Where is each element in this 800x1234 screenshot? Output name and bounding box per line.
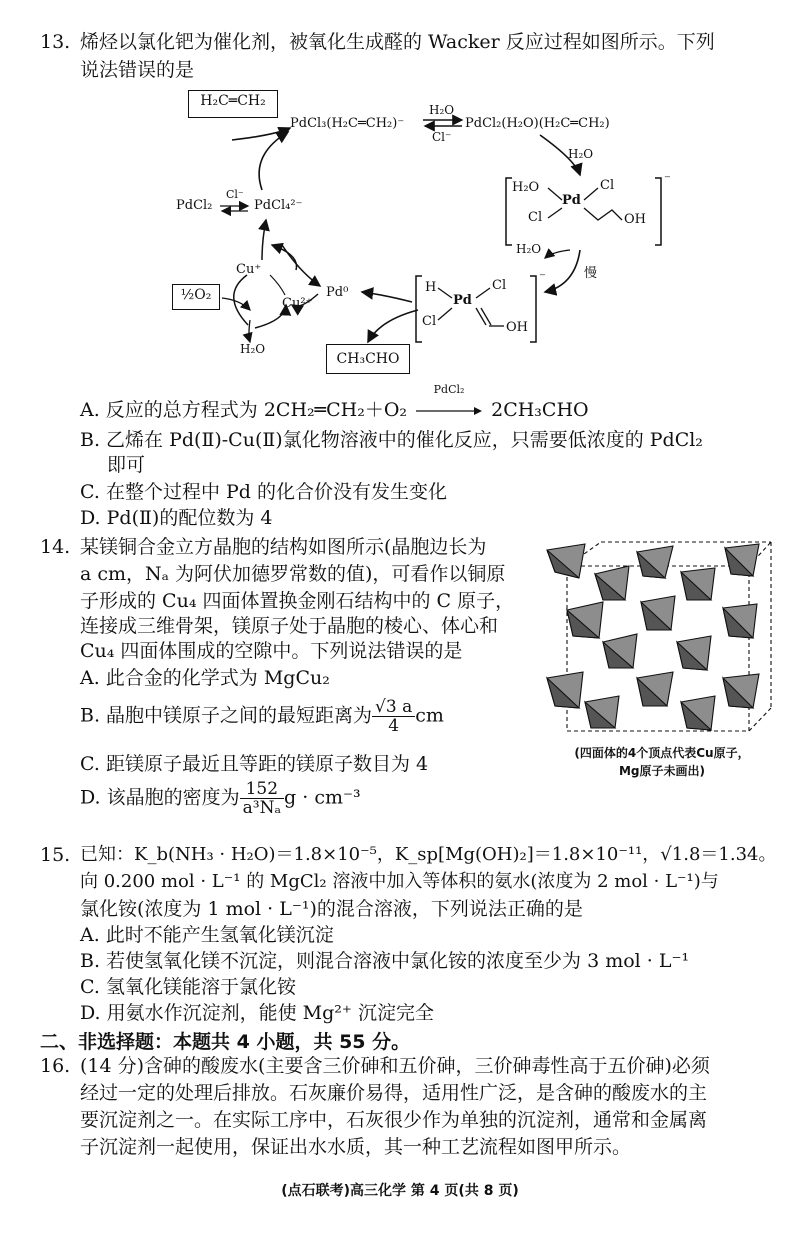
q15-option-c: C. 氢氧化镁能溶于氯化铵 bbox=[80, 976, 296, 998]
q15-option-d: D. 用氨水作沉淀剂，能使 Mg²⁺ 沉淀完全 bbox=[80, 1002, 434, 1024]
q14-option-b-unit: cm bbox=[415, 704, 444, 727]
page-footer: (点石联考)高三化学 第 4 页(共 8 页) bbox=[281, 1183, 519, 1199]
crystal-caption-line1: (四面体的4个顶点代表Cu原子， bbox=[574, 746, 750, 760]
q14-stem-line2: a cm，Nₐ 为阿伏加德罗常数的值)，可看作以铜原 bbox=[80, 563, 506, 585]
pdcl2-label: PdCl₂ bbox=[176, 198, 213, 213]
fraction-numerator: 152 bbox=[240, 780, 284, 799]
q13-option-a-catalyst: PdCl₂ bbox=[433, 383, 465, 396]
q14-option-d-fraction bbox=[240, 780, 284, 817]
q16-line1: (14 分)含砷的酸废水(主要含三价砷和五价砷，三价砷毒性高于五价砷)必须 bbox=[80, 1055, 710, 1077]
q14-number: 14. bbox=[40, 536, 71, 558]
q14-stem-line4: 连接成三维骨架，镁原子处于晶胞的棱心、体心和 bbox=[80, 615, 499, 637]
int1-h2o: H₂O bbox=[512, 180, 540, 195]
eq-cl-label: Cl⁻ bbox=[432, 130, 452, 144]
q14-option-d-text: D. 该晶胞的密度为 bbox=[80, 786, 240, 809]
q13-option-a-arrow bbox=[413, 383, 485, 422]
q15-option-b: B. 若使氢氧化镁不沉淀，则混合溶液中氯化铵的浓度至少为 3 mol · L⁻¹ bbox=[80, 950, 690, 972]
q15-stem-line1: 已知：K_b(NH₃ · H₂O)＝1.8×10⁻⁵，K_sp[Mg(OH)₂]＝1.8×10⁻¹¹，√1.8＝1.34。 bbox=[80, 844, 777, 865]
slow-label: 慢 bbox=[584, 266, 598, 281]
complex1-label: PdCl₃(H₂C═CH₂)⁻ bbox=[290, 116, 405, 131]
crystal-cell-figure bbox=[545, 538, 777, 738]
q14-option-b-fraction bbox=[372, 698, 415, 735]
eq-h2o-label: H₂O bbox=[429, 103, 455, 117]
int1-cl2: Cl bbox=[528, 210, 543, 225]
pd0-label: Pd⁰ bbox=[326, 285, 349, 300]
cu-2plus-label: Cu²⁺ bbox=[282, 296, 313, 311]
product-box: CH₃CHO bbox=[326, 344, 410, 374]
cu-plus-label: Cu⁺ bbox=[236, 262, 262, 277]
h2o-right-label: H₂O bbox=[568, 147, 594, 161]
q13-option-a-right: 2CH₃CHO bbox=[491, 399, 589, 421]
q15-stem-line3: 氯化铵(浓度为 1 mol · L⁻¹)的混合溶液，下列说法正确的是 bbox=[80, 898, 583, 920]
h2o-release-label: H₂O bbox=[516, 242, 542, 256]
fraction-numerator: √3 a bbox=[372, 698, 415, 717]
int1-oh: OH bbox=[624, 212, 646, 227]
int1-charge: ⁻ bbox=[664, 172, 671, 187]
q15-number: 15. bbox=[40, 844, 71, 866]
q13-option-a bbox=[80, 383, 589, 422]
q13-option-b-line1: B. 乙烯在 Pd(Ⅱ)-Cu(Ⅱ)氯化物溶液中的催化反应，只需要低浓度的 PdCl₂ bbox=[80, 429, 703, 451]
q16-line3: 要沉淀剂之一。在实际工序中，石灰很少作为单独的沉淀剂，通常和金属离 bbox=[80, 1109, 708, 1131]
arrow-right-icon bbox=[414, 404, 484, 418]
q15-option-a: A. 此时不能产生氢氧化镁沉淀 bbox=[80, 924, 334, 946]
int2-h: H bbox=[425, 280, 437, 295]
crystal-caption-line2: Mg原子未画出) bbox=[618, 764, 706, 778]
q16-number: 16. bbox=[40, 1055, 71, 1077]
q13-option-b-line2: 即可 bbox=[107, 454, 146, 476]
int2-charge: ⁻ bbox=[539, 270, 546, 285]
q13-number: 13. bbox=[40, 31, 71, 53]
pdcl-eq-cl-label: Cl⁻ bbox=[226, 188, 244, 201]
q14-option-b bbox=[80, 698, 444, 742]
q13-option-d: D. Pd(Ⅱ)的配位数为 4 bbox=[80, 507, 273, 529]
int2-oh: OH bbox=[506, 320, 528, 335]
ethylene-box: H₂C═CH₂ bbox=[188, 90, 278, 118]
half-o2-box: ½O₂ bbox=[172, 284, 220, 310]
q14-option-d bbox=[80, 780, 361, 824]
q14-stem-line1: 某镁铜合金立方晶胞的结构如图所示(晶胞边长为 bbox=[80, 536, 487, 558]
int1-cl1: Cl bbox=[600, 178, 615, 193]
q14-stem-line3: 子形成的 Cu₄ 四面体置换金刚石结构中的 C 原子， bbox=[80, 590, 515, 612]
q16-line2: 经过一定的处理后排放。石灰廉价易得，适用性广泛，是含砷的酸废水的主 bbox=[80, 1082, 708, 1104]
q14-option-b-text: B. 晶胞中镁原子之间的最短距离为 bbox=[80, 704, 373, 727]
h2o-bottom-label: H₂O bbox=[240, 342, 266, 356]
q15-stem-line2: 向 0.200 mol · L⁻¹ 的 MgCl₂ 溶液中加入等体积的氨水(浓度为 2 mol · L⁻¹)与 bbox=[80, 871, 719, 892]
q16-line4: 子沉淀剂一起使用，保证出水水质，其一种工艺流程如图甲所示。 bbox=[80, 1136, 632, 1158]
q14-option-d-unit: g · cm⁻³ bbox=[284, 786, 361, 809]
q14-option-c: C. 距镁原子最近且等距的镁原子数目为 4 bbox=[80, 753, 429, 775]
q14-stem-line5: Cu₄ 四面体围成的空隙中。下列说法错误的是 bbox=[80, 640, 463, 662]
pdcl4-label: PdCl₄²⁻ bbox=[254, 198, 303, 213]
fraction-denominator: 4 bbox=[388, 716, 400, 736]
q14-option-a: A. 此合金的化学式为 MgCu₂ bbox=[80, 667, 330, 689]
int2-cl1: Cl bbox=[492, 278, 507, 293]
section-heading: 二、非选择题：本题共 4 小题，共 55 分。 bbox=[40, 1031, 411, 1053]
int1-pd: Pd bbox=[562, 193, 581, 208]
complex2-label: PdCl₂(H₂O)(H₂C═CH₂) bbox=[465, 116, 610, 131]
crystal-caption bbox=[540, 744, 784, 780]
fraction-denominator: a³Nₐ bbox=[242, 798, 282, 818]
q13-option-a-left: A. 反应的总方程式为 2CH₂═CH₂＋O₂ bbox=[80, 399, 408, 421]
q13-stem-line1: 烯烃以氯化钯为催化剂，被氧化生成醛的 Wacker 反应过程如图所示。下列 bbox=[80, 31, 715, 53]
int2-cl2: Cl bbox=[422, 314, 437, 329]
int2-pd: Pd bbox=[453, 293, 472, 308]
q13-stem-line2: 说法错误的是 bbox=[80, 59, 195, 81]
q13-option-c: C. 在整个过程中 Pd 的化合价没有发生变化 bbox=[80, 481, 447, 503]
